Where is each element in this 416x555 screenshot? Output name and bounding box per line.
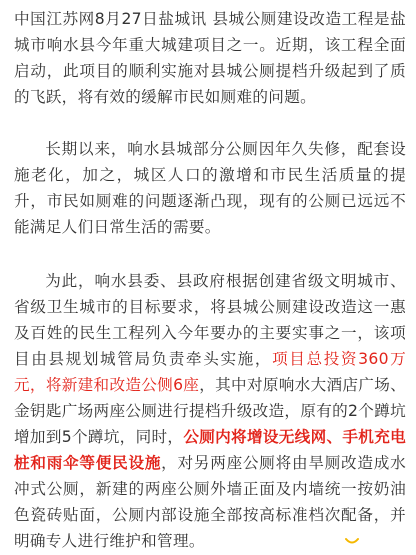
investment-highlight: 项目总投资360万元，将新建和改造公侧6座 (14, 350, 406, 394)
paragraph-intro: 中国江苏网8月27日盐城讯 县城公厕建设改造工程是盐城市响水县今年重大城建项目之一。近期，该工程全面启动，此项目的顺利实施对县城公厕提档升级起到了质的飞跃，将有效的缓解市民如厕难的问题。 (14, 10, 406, 106)
article-body (14, 6, 406, 554)
facilities-highlight: 公厕内将增设无线网、手机充电桩和雨伞等便民设施 (14, 428, 406, 472)
paragraph-plan-text-1: 为此，响水县委、县政府根据创建省级文明城市、省级卫生城市的目标要求，将县城公厕建设改造这一惠及百姓的民生工程列入今年要办的主要实事之一，该项目由县规划城管局负责牵头实施， (14, 272, 406, 368)
paragraph-background: 长期以来，响水县城部分公厕因年久失修，配套设施老化，加之，城区人口的激增和市民生活质量的提升，市民如厕难的问题逐渐凸现，现有的公厕已远远不能满足人们日常生活的需要。 (14, 140, 406, 236)
smile-arc-icon (345, 537, 359, 547)
paragraph-plan-text-2: ，其中对原响水大酒店广场、金钥匙广场两座公厕进行提档升级改造，原有的2个蹲坑增加到5个蹲坑，同时， (14, 376, 406, 446)
paragraph-plan-text-3: ，对另两座公厕将由旱厕改造成水冲式公厕，新建的两座公厕外墙正面及内墙统一按奶油色瓷砖贴面，公厕内部设施全部按高标准档次配备，并明确专人进行维护和管理。 (14, 454, 406, 550)
paragraph-plan (14, 268, 406, 554)
